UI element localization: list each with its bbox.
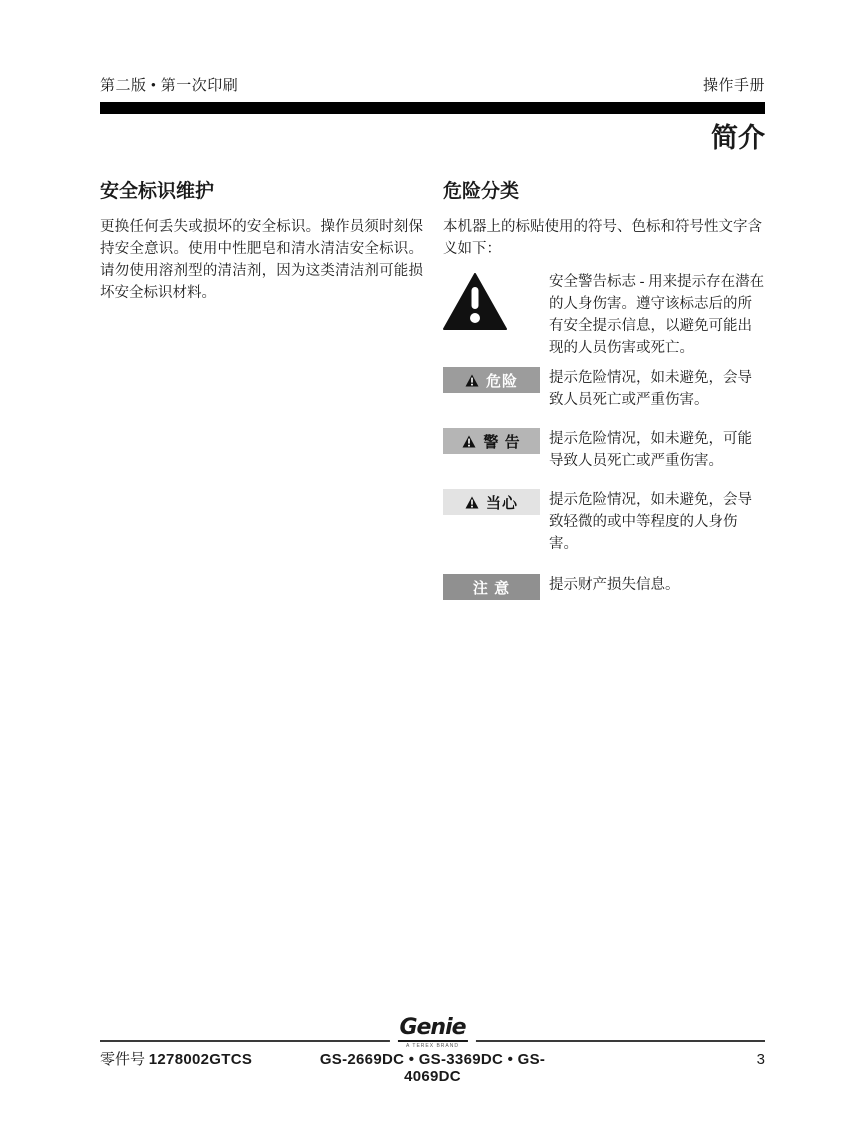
danger-label-box (443, 367, 540, 393)
caution-label: 当心 (485, 494, 518, 512)
notice-label-cell (443, 574, 540, 600)
decal-maintenance-paragraph: 更换任何丢失或损坏的安全标识。操作员须时刻保持安全意识。使用中性肥皂和清水清洁安全标识。请勿使用溶剂型的清洁剂，因为这类清洁剂可能损坏安全标识材料。 (100, 219, 423, 301)
body-columns (100, 176, 765, 617)
caution-label-cell (443, 489, 540, 515)
header-rule-bar (100, 102, 765, 114)
genie-logo (389, 1016, 475, 1049)
danger-label: 危险 (485, 372, 518, 390)
alert-triangle-icon (465, 374, 479, 387)
safety-symbol-cell (443, 271, 540, 331)
alert-row-warning (443, 428, 765, 472)
caution-description: 提示危险情况，如未避免，会导致轻微的或中等程度的人身伤害。 (549, 492, 752, 552)
part-number-label: 零件号 (100, 1052, 146, 1068)
danger-label-cell (443, 367, 540, 393)
alert-triangle-icon (462, 435, 476, 448)
notice-description: 提示财产损失信息。 (549, 577, 680, 593)
warning-label-box (443, 428, 540, 454)
page-title: 简介 (711, 123, 765, 153)
alert-row-notice (443, 574, 765, 600)
alert-row-danger (443, 367, 765, 411)
model-list: GS-2669DC • GS-3369DC • GS-4069DC (319, 1051, 546, 1085)
genie-logo-text: Genie (399, 1015, 466, 1040)
genie-logo-subtext: A TEREX BRAND (406, 1043, 459, 1049)
section-heading-hazard-classification: 危险分类 (443, 181, 520, 202)
safety-symbol-description: 安全警告标志 - 用来提示存在潜在的人身伤害。遵守该标志后的所有安全提示信息，以避免可能出现的人员伤害或死亡。 (549, 274, 765, 356)
left-column (100, 176, 443, 617)
alert-triangle-icon (465, 496, 479, 509)
page-number: 3 (756, 1051, 765, 1068)
manual-type-text: 操作手册 (702, 78, 765, 94)
alert-row-caution (443, 489, 765, 557)
warning-label: 警 告 (483, 433, 521, 451)
page-footer (100, 1016, 765, 1086)
page-header (100, 74, 765, 95)
notice-label: 注 意 (472, 579, 511, 597)
caution-label-box (443, 489, 540, 515)
part-number-value: 1278002GTCS (148, 1051, 253, 1068)
warning-description: 提示危险情况，如未避免，可能导致人员死亡或严重伤害。 (549, 431, 752, 469)
edition-text: 第二版 • 第一次印刷 (100, 78, 239, 94)
part-number-cell (100, 1048, 315, 1069)
right-column (443, 176, 765, 617)
section-heading-decal-maintenance: 安全标识维护 (100, 181, 215, 202)
alert-row-safety-symbol (443, 271, 765, 359)
safety-alert-triangle-icon (443, 273, 507, 331)
notice-label-box (443, 574, 540, 600)
hazard-intro-paragraph: 本机器上的标贴使用的符号、色标和符号性文字含义如下： (443, 219, 762, 257)
footer-info-row (100, 1048, 765, 1085)
danger-description: 提示危险情况，如未避免，会导致人员死亡或严重伤害。 (549, 370, 752, 408)
warning-label-cell (443, 428, 540, 454)
